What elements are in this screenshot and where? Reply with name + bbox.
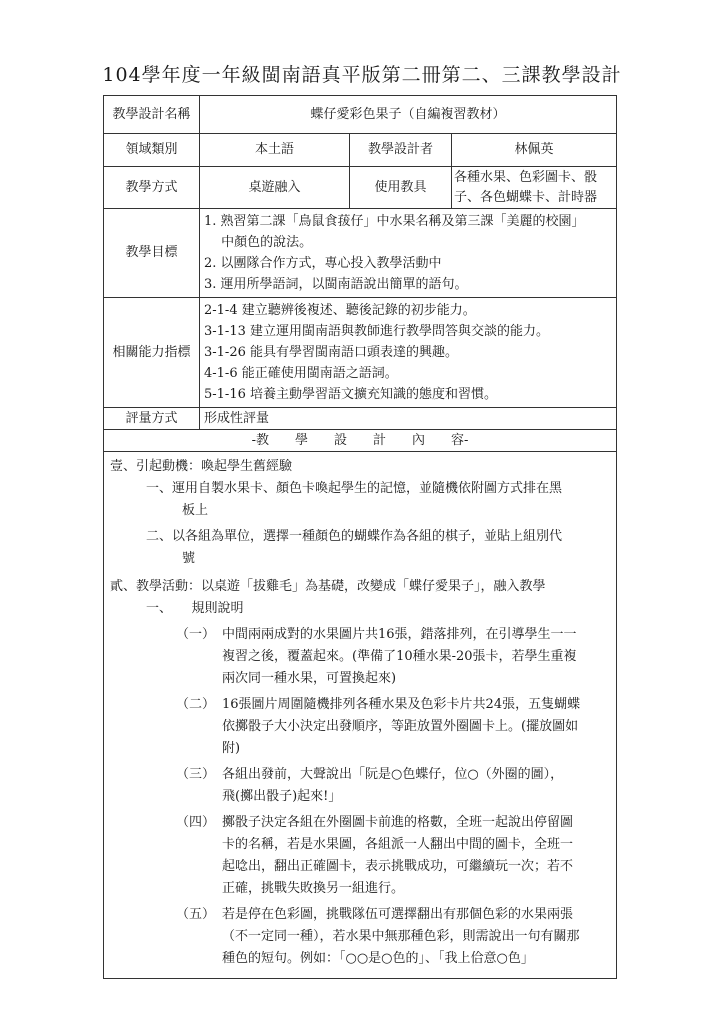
tools-value — [452, 167, 617, 209]
design-name-label: 教學設計名稱 — [104, 96, 200, 134]
abilities-list — [200, 298, 617, 408]
tools-label: 使用教具 — [350, 167, 452, 209]
rule-line: 複習之後，覆蓋起來。(準備了10種水果-20張卡，若學生重複 — [222, 649, 577, 664]
ability-item: 2-1-4 建立聽辨後複述、聽後記錄的初步能力。 — [204, 303, 476, 318]
rule-item — [176, 764, 606, 808]
rule-line: 飛(擲出骰子)起來!」 — [222, 789, 342, 804]
method-label: 教學方式 — [104, 167, 200, 209]
section-1-item — [146, 478, 610, 522]
designer-label: 教學設計者 — [350, 134, 452, 167]
section-1-title: 壹、引起動機：喚起學生舊經驗 — [110, 459, 293, 474]
section-1-item-line: 號 — [182, 551, 196, 566]
rule-line: 擲骰子決定各組在外圈圖卡前進的格數，全班一起說出停留圖 — [222, 815, 574, 830]
section-1-item-line: 板上 — [182, 503, 209, 518]
rule-line: 中間兩兩成對的水果圖片共16張，錯落排列，在引導學生一一 — [222, 627, 577, 642]
rule-item — [176, 694, 606, 760]
goal-item: 中顏色的說法。 — [204, 235, 313, 250]
rule-number: （四） — [176, 815, 216, 830]
rule-line: 起唸出，翻出正確圖卡，表示挑戰成功，可繼續玩一次；若不 — [222, 859, 574, 874]
document-title: 104學年度一年級閩南語真平版第二冊第二、三課教學設計 — [102, 64, 622, 86]
rule-text — [222, 904, 606, 970]
lesson-plan-table — [103, 95, 616, 979]
rule-number: （三） — [176, 767, 216, 782]
rule-number: （一） — [176, 627, 216, 642]
ability-item: 3-1-13 建立運用閩南語與教師進行教學問答與交談的能力。 — [204, 324, 550, 339]
content-header: -教 學 設 計 內 容- — [104, 430, 617, 452]
design-name-value: 蝶仔愛彩色果子（自編複習教材） — [200, 96, 617, 134]
rule-text — [222, 812, 606, 900]
rule-line: 若是停在色彩圖，挑戰隊伍可選擇翻出有那個色彩的水果兩張 — [222, 907, 574, 922]
goals-list — [200, 209, 617, 298]
rule-line: 依擲骰子大小決定出發順序，等距放置外圈圖卡上。(擺放圖如 — [222, 719, 579, 734]
rule-line: 卡的名稱，若是水果圖，各組派一人翻出中間的圖卡，全班一 — [222, 837, 574, 852]
ability-item: 4-1-6 能正確使用閩南語之語詞。 — [204, 366, 398, 381]
tools-line: 子、各色蝴蝶卡、計時器 — [454, 189, 598, 205]
rule-text — [222, 764, 606, 808]
rule-item — [176, 904, 606, 970]
section-2-title: 貳、教學活動：以桌遊「拔雞毛」為基礎，改變成「蝶仔愛果子」，融入教學 — [110, 579, 546, 594]
goals-label: 教學目標 — [104, 209, 200, 298]
rule-line: 16張圖片周圍隨機排列各種水果及色彩卡片共24張，五隻蝴蝶 — [222, 697, 581, 712]
assessment-label: 評量方式 — [104, 408, 200, 430]
designer-value: 林佩英 — [452, 134, 617, 167]
rule-line: 正確，挑戰失敗換另一組進行。 — [222, 881, 405, 896]
method-value: 桌遊融入 — [200, 167, 350, 209]
goal-item: 2. 以團隊合作方式，專心投入教學活動中 — [204, 256, 442, 271]
goal-item: 1. 熟習第二課「鳥鼠食菝仔」中水果名稱及第三課「美麗的校園」 — [204, 214, 585, 229]
rule-item — [176, 812, 606, 900]
rules-list — [176, 624, 606, 970]
tools-line: 各種水果、色彩圖卡、骰 — [454, 169, 598, 185]
ability-item: 3-1-26 能具有學習閩南語口頭表達的興趣。 — [204, 345, 459, 360]
goal-item: 3. 運用所學語詞，以閩南語說出簡單的語句。 — [204, 277, 468, 292]
section-1-item-line: 二、以各組為單位，選擇一種顏色的蝴蝶作為各組的棋子，並貼上組別代 — [146, 529, 563, 544]
rule-line: （不一定同一種），若水果中無那種色彩，則需說出一句有關那 — [222, 929, 580, 944]
rule-text — [222, 624, 606, 690]
rule-item — [176, 624, 606, 690]
rule-line: 各組出發前，大聲說出「阮是○色蝶仔，位○（外圈的圖）， — [222, 767, 564, 782]
ability-item: 5-1-16 培養主動學習語文擴充知識的態度和習慣。 — [204, 387, 498, 402]
domain-label: 領域類別 — [104, 134, 200, 167]
section-1-item-line: 一、運用自製水果卡、顏色卡喚起學生的記憶，並隨機依附圖方式排在黑 — [146, 481, 563, 496]
assessment-value: 形成性評量 — [200, 408, 617, 430]
rule-line: 種色的短句。例如：「○○是○色的」、「我上佮意○色」 — [222, 951, 534, 966]
rule-number: （五） — [176, 907, 216, 922]
section-1-item — [146, 526, 610, 570]
section-2-subtitle: 一、 規則說明 — [146, 601, 244, 616]
rule-text — [222, 694, 606, 760]
rule-number: （二） — [176, 697, 216, 712]
rule-line: 兩次同一種水果，可置換起來) — [222, 671, 397, 686]
content-body — [104, 452, 617, 979]
domain-value: 本土語 — [200, 134, 350, 167]
abilities-label: 相關能力指標 — [104, 298, 200, 408]
rule-line: 附) — [222, 741, 241, 756]
